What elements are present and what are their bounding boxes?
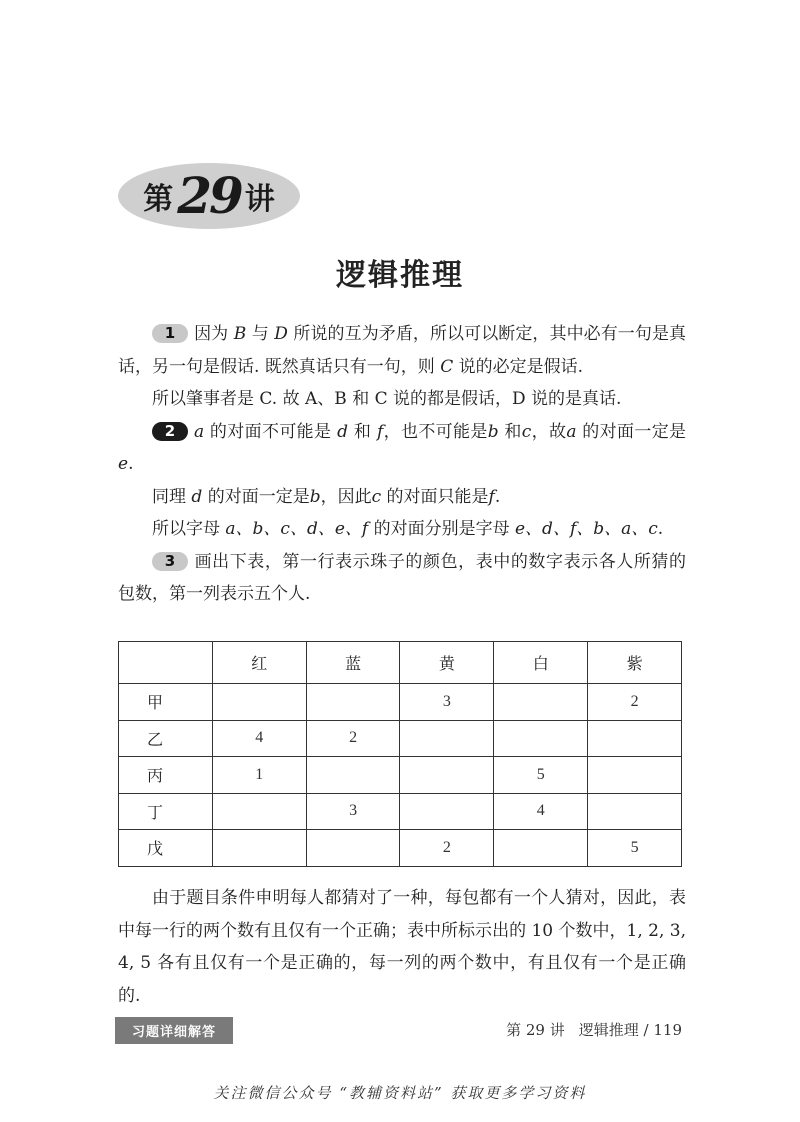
table-cell: [494, 684, 588, 721]
table-header-cell: 红: [212, 642, 306, 684]
table-header-row: [119, 642, 682, 684]
q2-text: 和: [504, 421, 522, 442]
table-cell: 4: [212, 720, 306, 757]
q1-text: 说的必定是假话.: [458, 356, 584, 377]
q2-text: 所以字母: [152, 519, 220, 539]
q1-var-c: C: [440, 356, 454, 377]
q2-var: d: [191, 486, 203, 507]
guess-table: [118, 641, 682, 867]
page-number: 119: [653, 1021, 682, 1039]
q2-var: f: [376, 421, 384, 442]
q2-var: e: [118, 454, 129, 474]
q1-var-b: B: [233, 324, 247, 344]
table-row: [119, 830, 682, 867]
footer-topic: 逻辑推理: [578, 1021, 639, 1039]
table-cell: 5: [494, 757, 588, 794]
table-cell: [588, 793, 682, 830]
q2-text: 的对面只能是: [386, 486, 489, 507]
solutions-section: [118, 318, 686, 611]
q2-var: a: [194, 421, 205, 442]
q1-text: 所说的互为矛盾，所以可以断定，其中必有一句是真话，另一句是假话. 既然真话只有一句，则: [118, 324, 687, 377]
table-row: [119, 757, 682, 794]
badge-suffix: 讲: [244, 182, 275, 217]
table-cell: [588, 757, 682, 794]
row-label: 甲: [119, 684, 213, 721]
q3-number-badge: 3: [152, 552, 188, 571]
table-cell: [400, 757, 494, 794]
q1-text: 与: [251, 324, 269, 344]
q2-var: c: [371, 486, 382, 507]
row-label: 戊: [119, 830, 213, 867]
table-cell: [400, 720, 494, 757]
q2-second-paragraph: [118, 481, 686, 514]
conclusion-paragraph: 由于题目条件申明每人都猜对了一种，每包都有一个人猜对，因此，表中每一行的两个数有且仅有一个正确；表中所标示出的 10 个数中，1, 2, 3, 4, 5 各有且仅有一个是正确的，每一列的两个数中，有且仅有一个是正确的.: [118, 888, 686, 1006]
table-cell: [494, 720, 588, 757]
q2-text: 和: [353, 421, 372, 442]
badge-prefix: 第: [143, 182, 174, 217]
table-cell: [212, 793, 306, 830]
q2-third-paragraph: [118, 513, 686, 546]
lecture-badge: [118, 163, 300, 229]
footer-separator: /: [643, 1021, 649, 1039]
table-row: [119, 720, 682, 757]
row-label: 丁: [119, 793, 213, 830]
table-cell: 3: [400, 684, 494, 721]
q2-text: 的对面分别是字母: [373, 519, 510, 539]
chapter-title: 逻辑推理: [336, 258, 464, 293]
q2-text: .: [128, 454, 134, 474]
q2-number-badge: 2: [152, 422, 188, 441]
q1-text: 因为: [194, 324, 229, 344]
footer-section-tag: 习题详细解答: [115, 1017, 233, 1044]
q1-number-badge: 1: [152, 324, 188, 343]
q2-text: ，因此: [320, 486, 372, 507]
q2-var: c: [521, 421, 532, 442]
table-cell: [494, 830, 588, 867]
q1-var-d: D: [274, 324, 288, 344]
table-header-cell: [119, 642, 213, 684]
q2-text: 同理: [152, 486, 186, 507]
table-cell: [588, 720, 682, 757]
footer-lecture: 第 29 讲: [506, 1021, 565, 1039]
q3-text: 画出下表，第一行表示珠子的颜色，表中的数字表示各人所猜的包数，第一列表示五个人.: [118, 551, 686, 604]
table-cell: 2: [400, 830, 494, 867]
table-row: [119, 684, 682, 721]
q2-var: f: [488, 486, 495, 507]
table-header-cell: 黄: [400, 642, 494, 684]
table-cell: 5: [588, 830, 682, 867]
badge-number: 29: [177, 166, 241, 225]
table-row: [119, 793, 682, 830]
running-footer: [506, 1019, 682, 1040]
row-label: 乙: [119, 720, 213, 757]
q2-text: ，也不可能是: [383, 421, 488, 442]
q2-text: .: [657, 519, 664, 539]
q2-text: 的对面不可能是: [209, 421, 332, 442]
table-cell: 1: [212, 757, 306, 794]
table-cell: 4: [494, 793, 588, 830]
q1-paragraph: [118, 318, 686, 383]
q2-text: ，故: [531, 421, 567, 442]
q3-paragraph: [118, 546, 686, 611]
table-cell: [212, 684, 306, 721]
row-label: 丙: [119, 757, 213, 794]
watermark-note: 关注微信公众号 “教辅资料站” 获取更多学习资料: [213, 1084, 587, 1102]
q2-text: .: [494, 486, 501, 507]
q2-paragraph: [118, 416, 686, 481]
q2-var: d: [337, 421, 349, 442]
table-cell: 3: [306, 793, 400, 830]
table-header-cell: 紫: [588, 642, 682, 684]
table-cell: [306, 757, 400, 794]
q2-var: a: [566, 421, 577, 442]
table-cell: 2: [306, 720, 400, 757]
q2-var: b: [487, 421, 499, 442]
q2-letter-list: a、b、c、d、e、f: [225, 519, 369, 539]
table-cell: [306, 830, 400, 867]
table-cell: [306, 684, 400, 721]
q2-text: 的对面一定是: [207, 486, 310, 507]
conclusion-section: [118, 882, 686, 1012]
table-cell: 2: [588, 684, 682, 721]
q2-letter-list: e、d、f、b、a、c: [515, 519, 658, 539]
q2-text: 的对面一定是: [582, 421, 687, 442]
table-header-cell: 蓝: [306, 642, 400, 684]
table-cell: [212, 830, 306, 867]
q1-conclusion: 所以肇事者是 C. 故 A、B 和 C 说的都是假话，D 说的是真话.: [152, 389, 622, 409]
q2-var: b: [309, 486, 321, 507]
table-cell: [400, 793, 494, 830]
table-header-cell: 白: [494, 642, 588, 684]
